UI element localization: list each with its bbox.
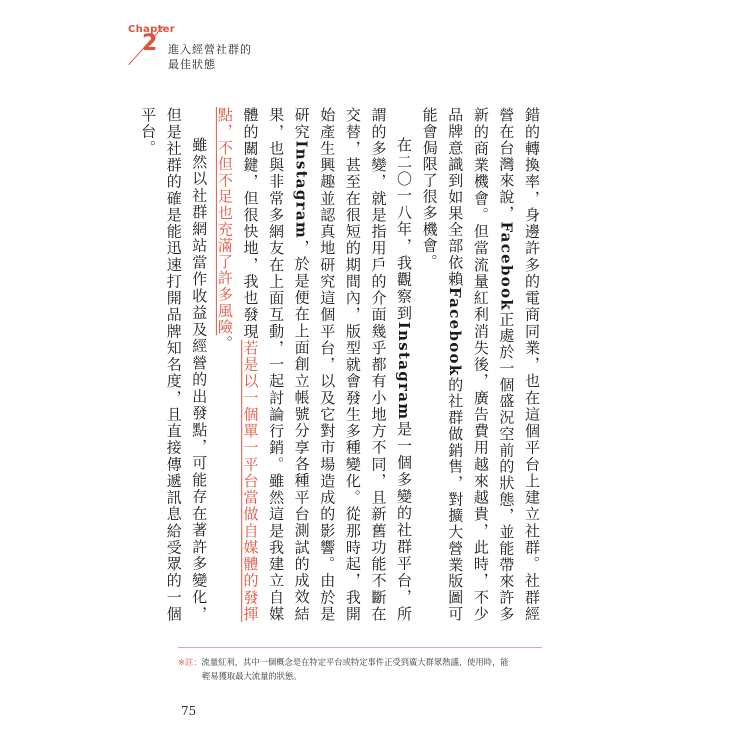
footnote-marker: ※註： xyxy=(178,657,202,667)
paragraph-3: 雖然以社群網站當作收益及經營的出發點，可能存在著許多變化，但是社群的確是能迅速打開品牌知名度，且直接傳遞訊息給受眾的一個平台。 xyxy=(139,107,209,622)
body-text xyxy=(139,107,544,623)
paragraph-2 xyxy=(211,107,416,622)
footnote-line2: 輕易獲取最大流量的狀態。 xyxy=(202,671,302,681)
p2-instagram-2: Instagram xyxy=(292,140,311,240)
p1-text-e: 的社群做銷售，對擴大營業版圖可能會侷限了很多機會。 xyxy=(420,107,465,623)
p1-facebook-1: Facebook xyxy=(497,221,516,312)
p2-text-f: 。 xyxy=(215,335,234,352)
chapter-title xyxy=(168,42,252,72)
chapter-title-line2: 最佳狀態 xyxy=(168,58,216,71)
p1-text-c: 正處於一個盛況空前的狀態，並能帶來許多新的商業機會。但當流量紅利消失後，廣告費用越來越貴，此時，不少品牌意識到如果全部依賴 xyxy=(446,107,516,622)
footnote-line1: 流量紅利，其中一個概念是在特定平台或特定事件正受到廣大群眾熱議、使用時，能 xyxy=(201,657,509,667)
p2-text-c: 是一個多變的社群平台，所謂的多變，就是指用戶的介面幾乎都有小地方不同，且新舊功能不斷在交替，甚至在很短的期間內，版型就會發生多種變化。從那時起，我開始產生興趣並認真地研究這個平台，以及它對市場造成的影響。由於是研究 xyxy=(292,107,414,622)
chapter-title-line1: 進入經營社群的 xyxy=(168,43,252,56)
chapter-label: Chapter xyxy=(128,24,175,35)
footnote-rule xyxy=(178,647,542,648)
highlighted-sentence: 若是以一個單一平台當做自媒體的發揮點，不但不足也充滿了許多風險 xyxy=(215,107,260,623)
paragraph-1 xyxy=(416,107,544,622)
chapter-header xyxy=(0,0,300,90)
p2-instagram-1: Instagram xyxy=(395,321,414,421)
p1-facebook-2: Facebook xyxy=(446,287,465,377)
p2-text-e: ，於是便在上面創立帳號分享各種平台測試的成效結果，也與非常多網友在上面互動，一起討論行銷。雖然這是我建立自媒體的關鍵，但很快地，我也發現 xyxy=(241,107,311,622)
page-number: 75 xyxy=(181,704,197,718)
p2-text-a: 在二〇一八年，我觀察到 xyxy=(395,137,414,322)
chapter-number: 2 xyxy=(142,31,158,56)
p1-text-a: 錯的轉換率，身邊許多的電商同業，也在這個平台上建立社群。社群經營在台灣來說， xyxy=(497,107,541,622)
footnote xyxy=(178,655,558,683)
